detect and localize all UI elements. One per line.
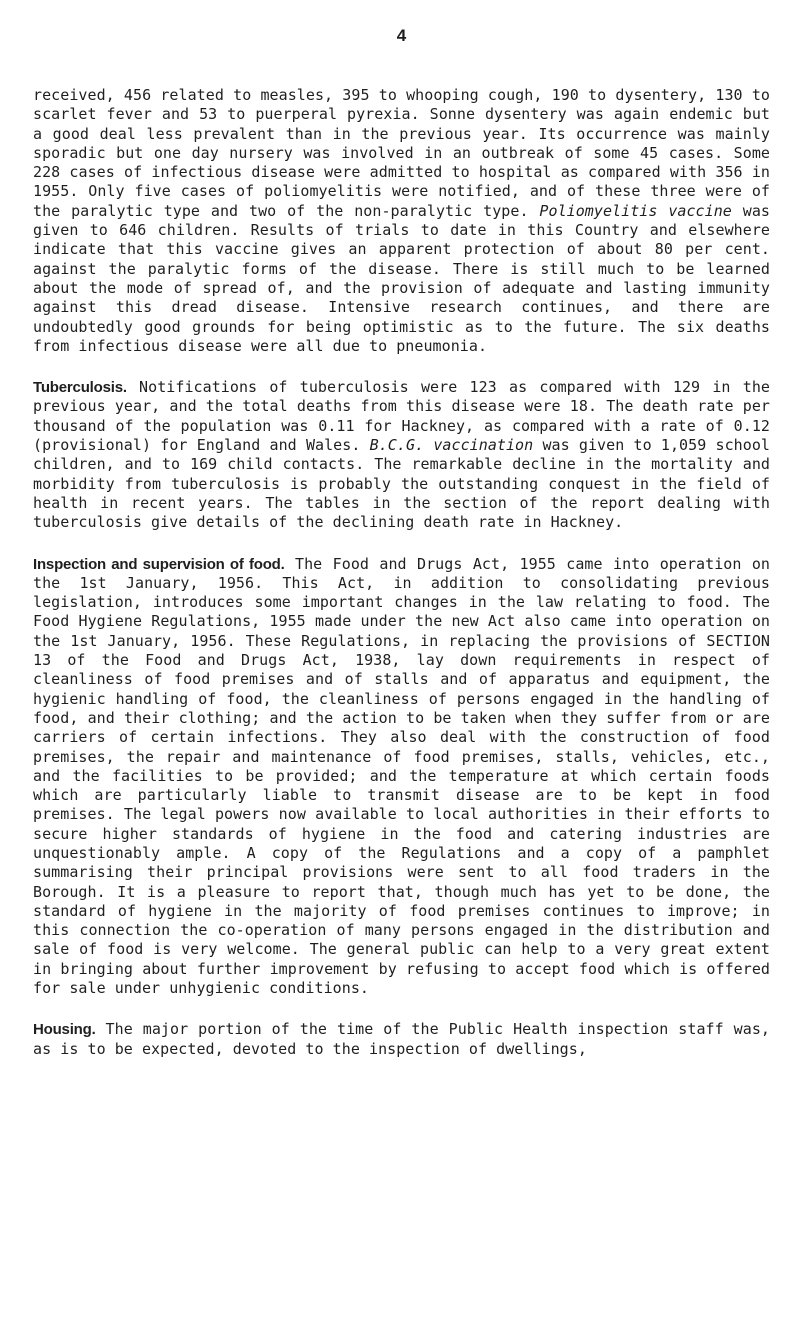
paragraph-text: was given to 646 children. Results of trials to date in this Country and elsewhere indicate that this vaccine gives an apparent protection of about 80 per cent. against the paralytic forms of the disease. There is still much to be learned about the mode of spread of, and the provision of adequate and lasting immunity against this dread disease. Intensive research continues, and there are undoubtedly good grounds for being optimistic as to the future. The six deaths from infectious disease were all due to pneumonia. (33, 201, 770, 355)
section-heading-tuberculosis: Tuberculosis. (33, 379, 127, 397)
paragraph-text: was given to 1,059 school children, and to 169 child contacts. The remarkable decline in the mortality and morbidity from tuberculosis is probably the outstanding conquest in the field of health in recent years. The tables in the section of the report dealing with tuberculosis give details of the declining death rate in Hackney. (33, 436, 770, 532)
paragraph-infectious-disease (33, 86, 770, 356)
italic-term-poliomyelitis-vaccine: Poliomyelitis vaccine (539, 201, 732, 220)
paragraph-text: Notifications of tuberculosis were 123 as compared with 129 in the previous year, and the total deaths from this disease were 18. The death rate per thousand of the population was 0.11 for Hackney, as compared with a rate of 0.12 (provisional) for England and Wales. (33, 378, 770, 455)
paragraph-food-inspection (33, 555, 770, 999)
paragraph-text: The Food and Drugs Act, 1955 came into operation on the 1st January, 1956. This Act, in addition to consolidating previous legislation, introduces some important changes in the law relating to food. The Food Hygiene Regulations, 1955 made under the new Act also came into operation on the 1st January, 1956. These Regulations, in replacing the provisions of SECTION 13 of the Food and Drugs Act, 1938, lay down requirements in respect of cleanliness of food premises and of stalls and of apparatus and equipment, the hygienic handling of food, the cleanliness of persons engaged in the handling of food, and their clothing; and the action to be taken when they suffer from or are carriers of certain infections. They also deal with the construction of food premises, the repair and maintenance of food premises, stalls, vehicles, etc., and the facilities to be provided; and the temperature at which certain foods which are particularly liable to transmit disease are to be kept in food premises. The legal powers now available to local authorities in their efforts to secure higher standards of hygiene in the food and catering industries are unquestionably ample. A copy of the Regulations and a copy of a pamphlet summarising their principal provisions were sent to all food traders in the Borough. It is a pleasure to report that, though much has yet to be done, the standard of hygiene in the majority of food premises continues to improve; in this connection the co-operation of many persons engaged in the distribution and sale of food is very welcome. The general public can help to a very great extent in bringing about further improvement by refusing to accept food which is offered for sale under unhygienic conditions. (33, 554, 770, 998)
italic-term-bcg-vaccination: B.C.G. vaccination (369, 436, 534, 455)
section-heading-food-inspection: Inspection and supervision of food. (33, 555, 285, 573)
page-number: 4 (396, 26, 407, 45)
paragraph-tuberculosis (33, 378, 770, 532)
paragraph-text: received, 456 related to measles, 395 to whooping cough, 190 to dysentery, 130 to scarlet fever and 53 to puerperal pyrexia. Sonne dysentery was again endemic but a good deal less prevalent than in the previous year. Its occurrence was mainly sporadic but one day nursery was involved in an outbreak of some 45 cases. Some 228 cases of infectious disease were admitted to hospital as compared with 356 in 1955. Only five cases of poliomyelitis were notified, and of these three were of the paralytic type and two of the non-paralytic type. (33, 86, 770, 220)
section-heading-housing: Housing. (33, 1021, 96, 1039)
paragraph-text: The major portion of the time of the Public Health inspection staff was, as is to be expected, devoted to the inspection of dwellings, (33, 1020, 770, 1058)
paragraph-housing (33, 1020, 770, 1059)
